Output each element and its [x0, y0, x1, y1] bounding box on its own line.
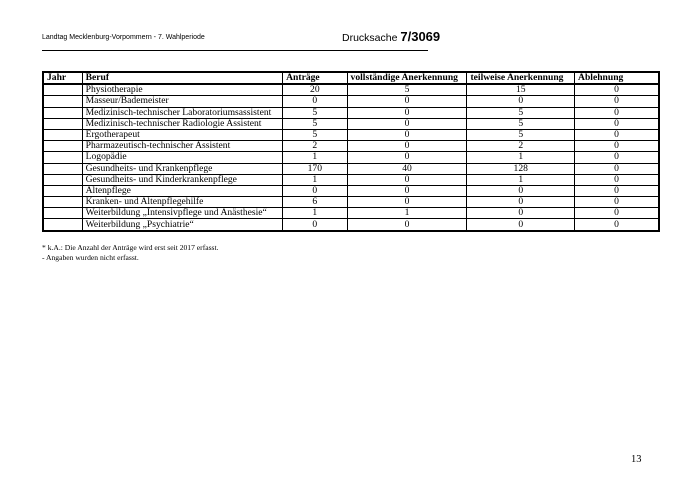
cell-jahr	[43, 185, 82, 196]
table-row	[43, 107, 659, 118]
cell-beruf: Masseur/Bademeister	[82, 96, 283, 107]
table-row	[43, 96, 659, 107]
cell-beruf: Kranken- und Altenpflegehilfe	[82, 197, 283, 208]
cell-ablehnung: 0	[575, 141, 659, 152]
cell-ablehnung: 0	[575, 96, 659, 107]
cell-antraege: 20	[283, 84, 347, 96]
cell-beruf: Ergotherapeut	[82, 129, 283, 140]
cell-teil: 0	[467, 208, 575, 219]
table-row	[43, 219, 659, 231]
cell-jahr	[43, 84, 82, 96]
column-header-jahr: Jahr	[43, 72, 82, 84]
cell-beruf: Gesundheits- und Krankenpflege	[82, 163, 283, 174]
footnote-ka: * k.A.: Die Anzahl der Anträge wird erst seit 2017 erfasst.	[42, 243, 219, 252]
cell-teil: 0	[467, 219, 575, 231]
cell-voll: 0	[347, 129, 467, 140]
cell-teil: 5	[467, 129, 575, 140]
cell-voll: 0	[347, 219, 467, 231]
cell-antraege: 0	[283, 96, 347, 107]
cell-antraege: 1	[283, 174, 347, 185]
table-row	[43, 141, 659, 152]
cell-jahr	[43, 141, 82, 152]
cell-voll: 0	[347, 174, 467, 185]
cell-antraege: 6	[283, 197, 347, 208]
page-number: 13	[631, 454, 642, 465]
cell-antraege: 1	[283, 152, 347, 163]
footnote-dash: - Angaben wurden nicht erfasst.	[42, 253, 139, 262]
table-row	[43, 163, 659, 174]
cell-beruf: Medizinisch-technischer Radiologie Assistent	[82, 118, 283, 129]
table-row	[43, 185, 659, 196]
cell-antraege: 5	[283, 118, 347, 129]
cell-teil: 2	[467, 141, 575, 152]
table-body	[43, 84, 659, 230]
cell-beruf: Logopädie	[82, 152, 283, 163]
cell-voll: 40	[347, 163, 467, 174]
table-row	[43, 174, 659, 185]
cell-voll: 0	[347, 141, 467, 152]
cell-ablehnung: 0	[575, 129, 659, 140]
cell-ablehnung: 0	[575, 174, 659, 185]
cell-ablehnung: 0	[575, 107, 659, 118]
cell-jahr	[43, 107, 82, 118]
cell-ablehnung: 0	[575, 185, 659, 196]
parliament-title: Landtag Mecklenburg-Vorpommern - 7. Wahlperiode	[42, 34, 205, 41]
cell-teil: 0	[467, 197, 575, 208]
column-header-teilweise-anerkennung: teilweise Anerkennung	[467, 72, 575, 84]
column-header-ablehnung: Ablehnung	[575, 72, 659, 84]
cell-antraege: 1	[283, 208, 347, 219]
cell-antraege: 5	[283, 107, 347, 118]
cell-beruf: Weiterbildung „Intensivpflege und Anästhesie“	[82, 208, 283, 219]
table-row	[43, 118, 659, 129]
cell-jahr	[43, 129, 82, 140]
cell-beruf: Physiotherapie	[82, 84, 283, 96]
cell-antraege: 2	[283, 141, 347, 152]
cell-voll: 0	[347, 96, 467, 107]
document-label: Drucksache	[342, 32, 398, 44]
cell-ablehnung: 0	[575, 219, 659, 231]
cell-beruf: Altenpflege	[82, 185, 283, 196]
cell-teil: 1	[467, 152, 575, 163]
cell-antraege: 170	[283, 163, 347, 174]
cell-jahr	[43, 96, 82, 107]
cell-beruf: Weiterbildung „Psychiatrie“	[82, 219, 283, 231]
page-header	[42, 26, 441, 51]
cell-jahr	[43, 174, 82, 185]
cell-antraege: 0	[283, 185, 347, 196]
cell-ablehnung: 0	[575, 197, 659, 208]
cell-jahr	[43, 163, 82, 174]
cell-teil: 15	[467, 84, 575, 96]
column-header-antraege: Anträge	[283, 72, 347, 84]
cell-jahr	[43, 197, 82, 208]
footnotes	[42, 243, 219, 263]
cell-beruf: Gesundheits- und Kinderkrankenpflege	[82, 174, 283, 185]
cell-jahr	[43, 219, 82, 231]
cell-ablehnung: 0	[575, 163, 659, 174]
cell-beruf: Pharmazeutisch-technischer Assistent	[82, 141, 283, 152]
table-row	[43, 129, 659, 140]
table-row	[43, 197, 659, 208]
cell-voll: 0	[347, 185, 467, 196]
cell-teil: 0	[467, 96, 575, 107]
cell-voll: 5	[347, 84, 467, 96]
document-number: 7/3069	[400, 29, 441, 44]
cell-teil: 5	[467, 118, 575, 129]
cell-teil: 0	[467, 185, 575, 196]
cell-teil: 128	[467, 163, 575, 174]
cell-jahr	[43, 208, 82, 219]
cell-voll: 0	[347, 107, 467, 118]
cell-jahr	[43, 152, 82, 163]
cell-ablehnung: 0	[575, 118, 659, 129]
cell-beruf: Medizinisch-technischer Laboratoriumsassistent	[82, 107, 283, 118]
cell-ablehnung: 0	[575, 208, 659, 219]
cell-jahr	[43, 118, 82, 129]
cell-ablehnung: 0	[575, 152, 659, 163]
document-reference	[342, 29, 440, 44]
cell-voll: 0	[347, 197, 467, 208]
table-row	[43, 152, 659, 163]
cell-voll: 0	[347, 118, 467, 129]
recognition-table	[42, 71, 660, 232]
column-header-vollstaendige-anerkennung: vollständige Anerkennung	[347, 72, 467, 84]
column-header-beruf: Beruf	[82, 72, 283, 84]
table-row	[43, 84, 659, 96]
table-header-row	[43, 72, 659, 84]
cell-teil: 1	[467, 174, 575, 185]
cell-voll: 1	[347, 208, 467, 219]
cell-antraege: 5	[283, 129, 347, 140]
cell-teil: 5	[467, 107, 575, 118]
cell-antraege: 0	[283, 219, 347, 231]
table-row	[43, 208, 659, 219]
cell-voll: 0	[347, 152, 467, 163]
cell-ablehnung: 0	[575, 84, 659, 96]
